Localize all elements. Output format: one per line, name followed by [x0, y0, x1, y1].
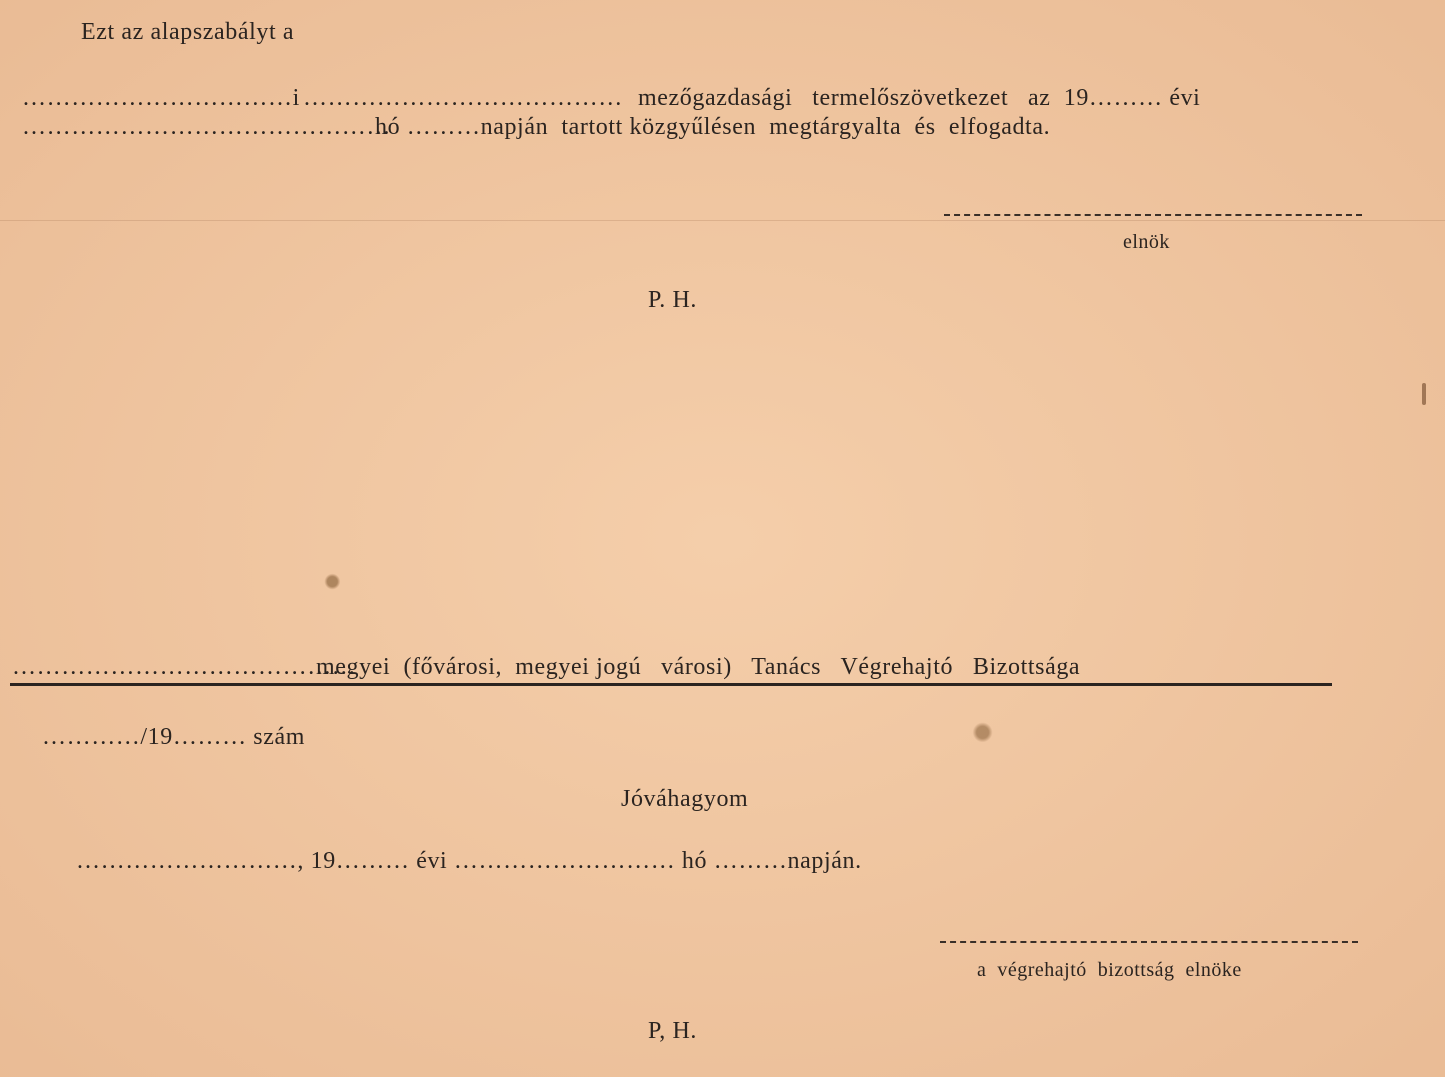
intro-text: Ezt az alapszabályt a: [81, 19, 295, 45]
heading-underline: [10, 683, 1332, 686]
approval-text: Jóváhagyom: [621, 786, 749, 812]
approval-date-line[interactable]: ………………………, 19……… évi ……………………… hó ………napján.: [76, 848, 862, 874]
committee-chair-label: a végrehajtó bizottság elnöke: [977, 959, 1242, 981]
village-name-field[interactable]: ……………………………i: [22, 85, 300, 111]
chairman-signature-line[interactable]: [944, 214, 1362, 216]
meeting-line-text: hó ………napján tartott közgyűlésen megtárgyalta és elfogadta.: [375, 114, 1051, 140]
chairman-label: elnök: [1123, 231, 1170, 253]
paper-fold-line: [0, 220, 1445, 221]
stamp-placeholder-1: P. H.: [648, 287, 698, 313]
committee-chair-signature-line[interactable]: [940, 941, 1358, 943]
cooperative-name-field[interactable]: …………………………………: [303, 85, 623, 111]
cooperative-line-text: mezőgazdasági termelőszövetkezet az 19……… évi: [638, 85, 1201, 111]
month-field[interactable]: ………………………………………: [22, 114, 391, 140]
council-heading: megyei (fővárosi, megyei jogú városi) Tanács Végrehajtó Bizottsága: [316, 654, 1081, 680]
paper-mark: [1422, 383, 1426, 405]
registration-number-field[interactable]: …………/19……… szám: [42, 724, 305, 750]
stamp-placeholder-2: P, H.: [648, 1018, 698, 1044]
county-name-field[interactable]: ……………………………………: [12, 654, 357, 680]
